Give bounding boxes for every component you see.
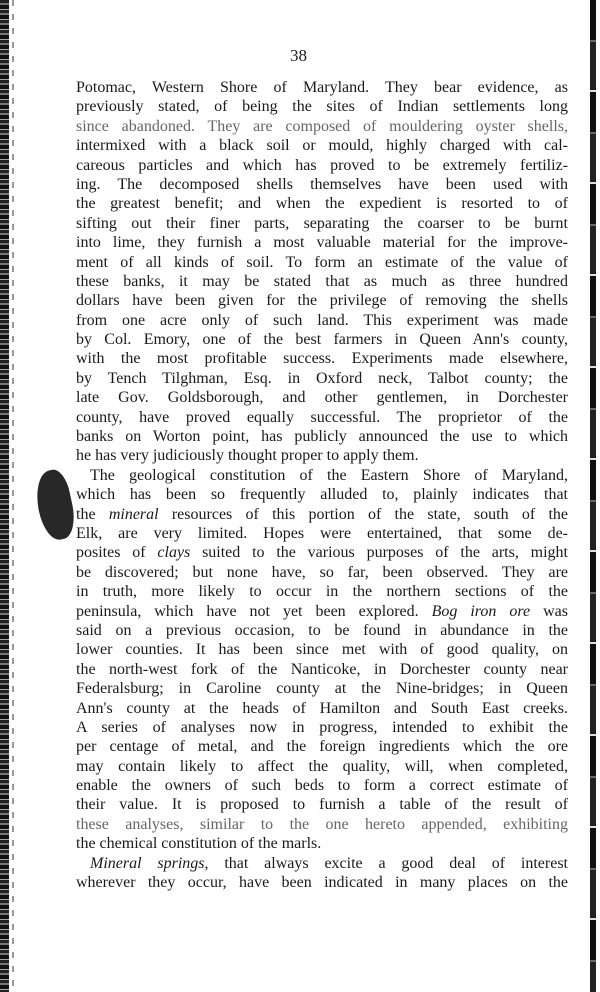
- text-segment: , that always excite a good deal of interest: [204, 854, 568, 872]
- binding-shadow: [12, 0, 14, 992]
- text-line: by Tench Tilghman, Esq. in Oxford neck, Talbot county; the: [76, 369, 568, 387]
- text-line: county, have proved equally successful. The proprietor of the: [76, 408, 568, 426]
- text-line: dollars have been given for the privilege of removing the shells: [76, 292, 568, 310]
- text-line: he has very judiciously thought proper to apply them.: [76, 447, 419, 465]
- text-line: with the most profitable success. Experiments made elsewhere,: [76, 350, 568, 368]
- text-line: Ann's county at the heads of Hamilton and South East creeks.: [76, 699, 568, 717]
- italic-term: mineral: [108, 505, 159, 523]
- text-line: from one acre only of such land. This experiment was made: [76, 311, 568, 329]
- text-segment: peninsula, which have not yet been explored.: [76, 602, 432, 620]
- scan-right-edge: [590, 0, 596, 992]
- text-line: per centage of metal, and the foreign ingredients which the ore: [76, 738, 568, 756]
- text-line: ment of all kinds of soil. To form an estimate of the value of: [76, 253, 568, 271]
- text-line: lower counties. It has been since met with of good quality, on: [76, 641, 568, 659]
- body-text: [76, 78, 568, 892]
- text-line: which has been so frequently alluded to, plainly indicates that: [76, 486, 568, 504]
- text-line: ing. The decomposed shells themselves have been used with: [76, 175, 568, 193]
- text-line: may contain likely to affect the quality, will, when completed,: [76, 757, 568, 775]
- text-line: The geological constitution of the Eastern Shore of Maryland,: [90, 466, 568, 484]
- text-line: in truth, more likely to occur in the northern sections of the: [76, 583, 568, 601]
- text-line: these analyses, similar to the one hereto appended, exhibiting: [76, 815, 568, 833]
- text-line: [76, 854, 568, 873]
- page-number: 38: [290, 46, 307, 65]
- text-line: said on a previous occasion, to be found in abundance in the: [76, 621, 568, 639]
- italic-term: clays: [157, 544, 191, 562]
- text-line: the greatest benefit; and when the expedient is resorted to of: [76, 195, 568, 213]
- text-line: sifting out their finer parts, separating the coarser to be burnt: [76, 214, 568, 232]
- text-line: by Col. Emory, one of the best farmers in Queen Ann's county,: [76, 331, 568, 349]
- text-segment: posites of: [76, 544, 158, 562]
- scan-smudge: [31, 467, 79, 543]
- text-line: enable the owners of such beds to form a correct estimate of: [76, 777, 568, 795]
- text-segment: suited to the various purposes of the arts, might: [190, 544, 568, 562]
- text-line: A series of analyses now in progress, intended to exhibit the: [76, 718, 568, 736]
- text-segment: was: [530, 602, 568, 620]
- text-line: Federalsburg; in Caroline county at the Nine-bridges; in Queen: [76, 680, 568, 698]
- text-line: [76, 505, 568, 524]
- italic-term: Mineral springs: [90, 854, 205, 872]
- italic-term: Bog iron ore: [431, 602, 531, 620]
- text-line: the chemical constitution of the marls.: [76, 835, 322, 853]
- book-binding-edge: [0, 0, 9, 992]
- text-segment: resources of this portion of the state, south of the: [158, 505, 568, 523]
- text-line: Potomac, Western Shore of Maryland. They bear evidence, as: [76, 79, 568, 96]
- text-line: the north-west fork of the Nanticoke, in Dorchester county near: [76, 660, 568, 678]
- text-line: since abandoned. They are composed of mouldering oyster shells,: [76, 117, 568, 135]
- text-line: intermixed with a black soil or mould, highly charged with cal-: [76, 137, 568, 155]
- text-line: late Gov. Goldsborough, and other gentlemen, in Dorchester: [76, 389, 568, 407]
- text-line: be discovered; but none have, so far, been observed. They are: [76, 563, 568, 581]
- text-line: careous particles and which has proved to be extremely fertiliz-: [76, 156, 568, 174]
- text-line: banks on Worton point, has publicly announced the use to which: [76, 428, 568, 446]
- text-line: [76, 602, 568, 621]
- text-segment: the: [76, 505, 109, 523]
- text-line: into lime, they furnish a most valuable material for the improve-: [76, 234, 568, 252]
- text-line: [76, 543, 568, 562]
- text-line: their value. It is proposed to furnish a table of the result of: [76, 796, 568, 814]
- text-line: wherever they occur, have been indicated in many places on the: [76, 874, 568, 892]
- text-line: these banks, it may be stated that as much as three hundred: [76, 272, 568, 290]
- text-line: previously stated, of being the sites of Indian settlements long: [76, 98, 568, 116]
- text-line: Elk, are very limited. Hopes were entertained, that some de-: [76, 524, 568, 542]
